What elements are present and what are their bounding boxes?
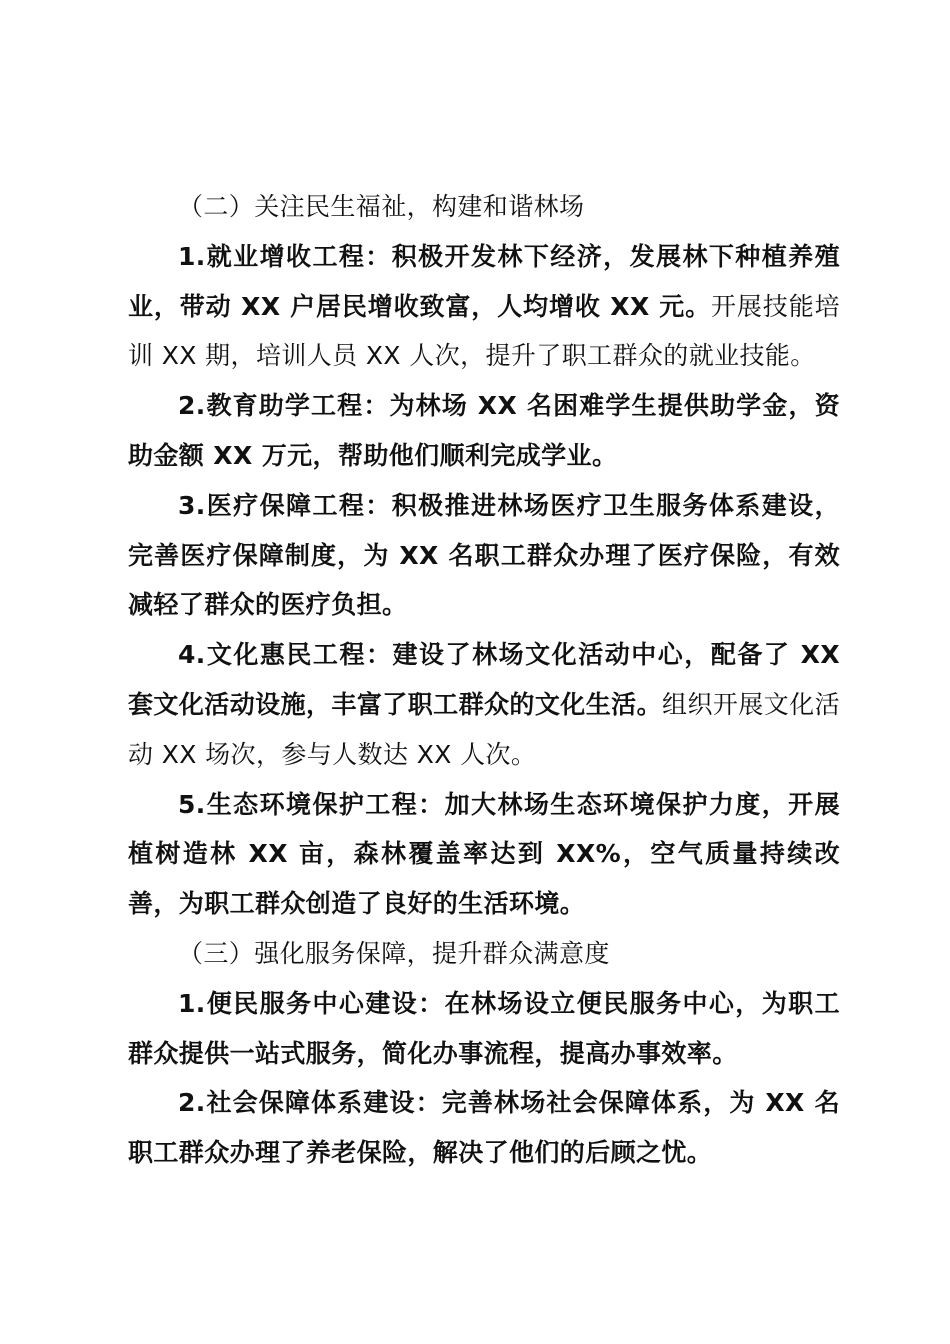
paragraph-education: [128, 381, 840, 481]
paragraph-bold-text: 4.文化惠民工程：建设了林场文化活动中心，配备了 XX 套文化活动设施，丰富了职工群众的文化生活。: [128, 640, 840, 719]
section-heading-2: （二）关注民生福祉，构建和谐林场: [178, 192, 585, 221]
paragraph-employment: [128, 232, 840, 381]
paragraph-bold-text: 1.便民服务中心建设：在林场设立便民服务中心，为职工群众提供一站式服务，简化办事流程，提高办事效率。: [128, 988, 840, 1068]
document-body: [128, 182, 840, 1178]
paragraph-bold-text: 1.就业增收工程：积极开发林下经济，发展林下种植养殖业，带动 XX 户居民增收致富，人均增收 XX 元。: [128, 241, 840, 321]
paragraph-normal-text: 组织开展文化活动 XX 场次，参与人数达 XX 人次。: [128, 689, 840, 769]
paragraph-bold-text: 5.生态环境保护工程：加大林场生态环境保护力度，开展植树造林 XX 亩，森林覆盖率达到 XX%，空气质量持续改善，为职工群众创造了良好的生活环境。: [128, 789, 840, 919]
paragraph-culture: [128, 630, 840, 779]
paragraph-social-security: [128, 1078, 840, 1178]
paragraph-bold-text: 2.教育助学工程：为林场 XX 名困难学生提供助学金，资助金额 XX 万元，帮助他们顺利完成学业。: [128, 391, 840, 470]
paragraph-bold-text: 2.社会保障体系建设：完善林场社会保障体系，为 XX 名职工群众办理了养老保险，解决了他们的后顾之忧。: [128, 1088, 840, 1168]
section-heading-3: （三）强化服务保障，提升群众满意度: [178, 938, 610, 968]
paragraph-service-center: [128, 979, 840, 1079]
paragraph-bold-text: 3.医疗保障工程：积极推进林场医疗卫生服务体系建设，完善医疗保障制度，为 XX 名职工群众办理了医疗保险，有效减轻了群众的医疗负担。: [128, 490, 840, 620]
paragraph-ecology: [128, 780, 840, 929]
paragraph-normal-text: 开展技能培训 XX 期，培训人员 XX 人次，提升了职工群众的就业技能。: [128, 291, 840, 371]
paragraph-medical: [128, 481, 840, 630]
